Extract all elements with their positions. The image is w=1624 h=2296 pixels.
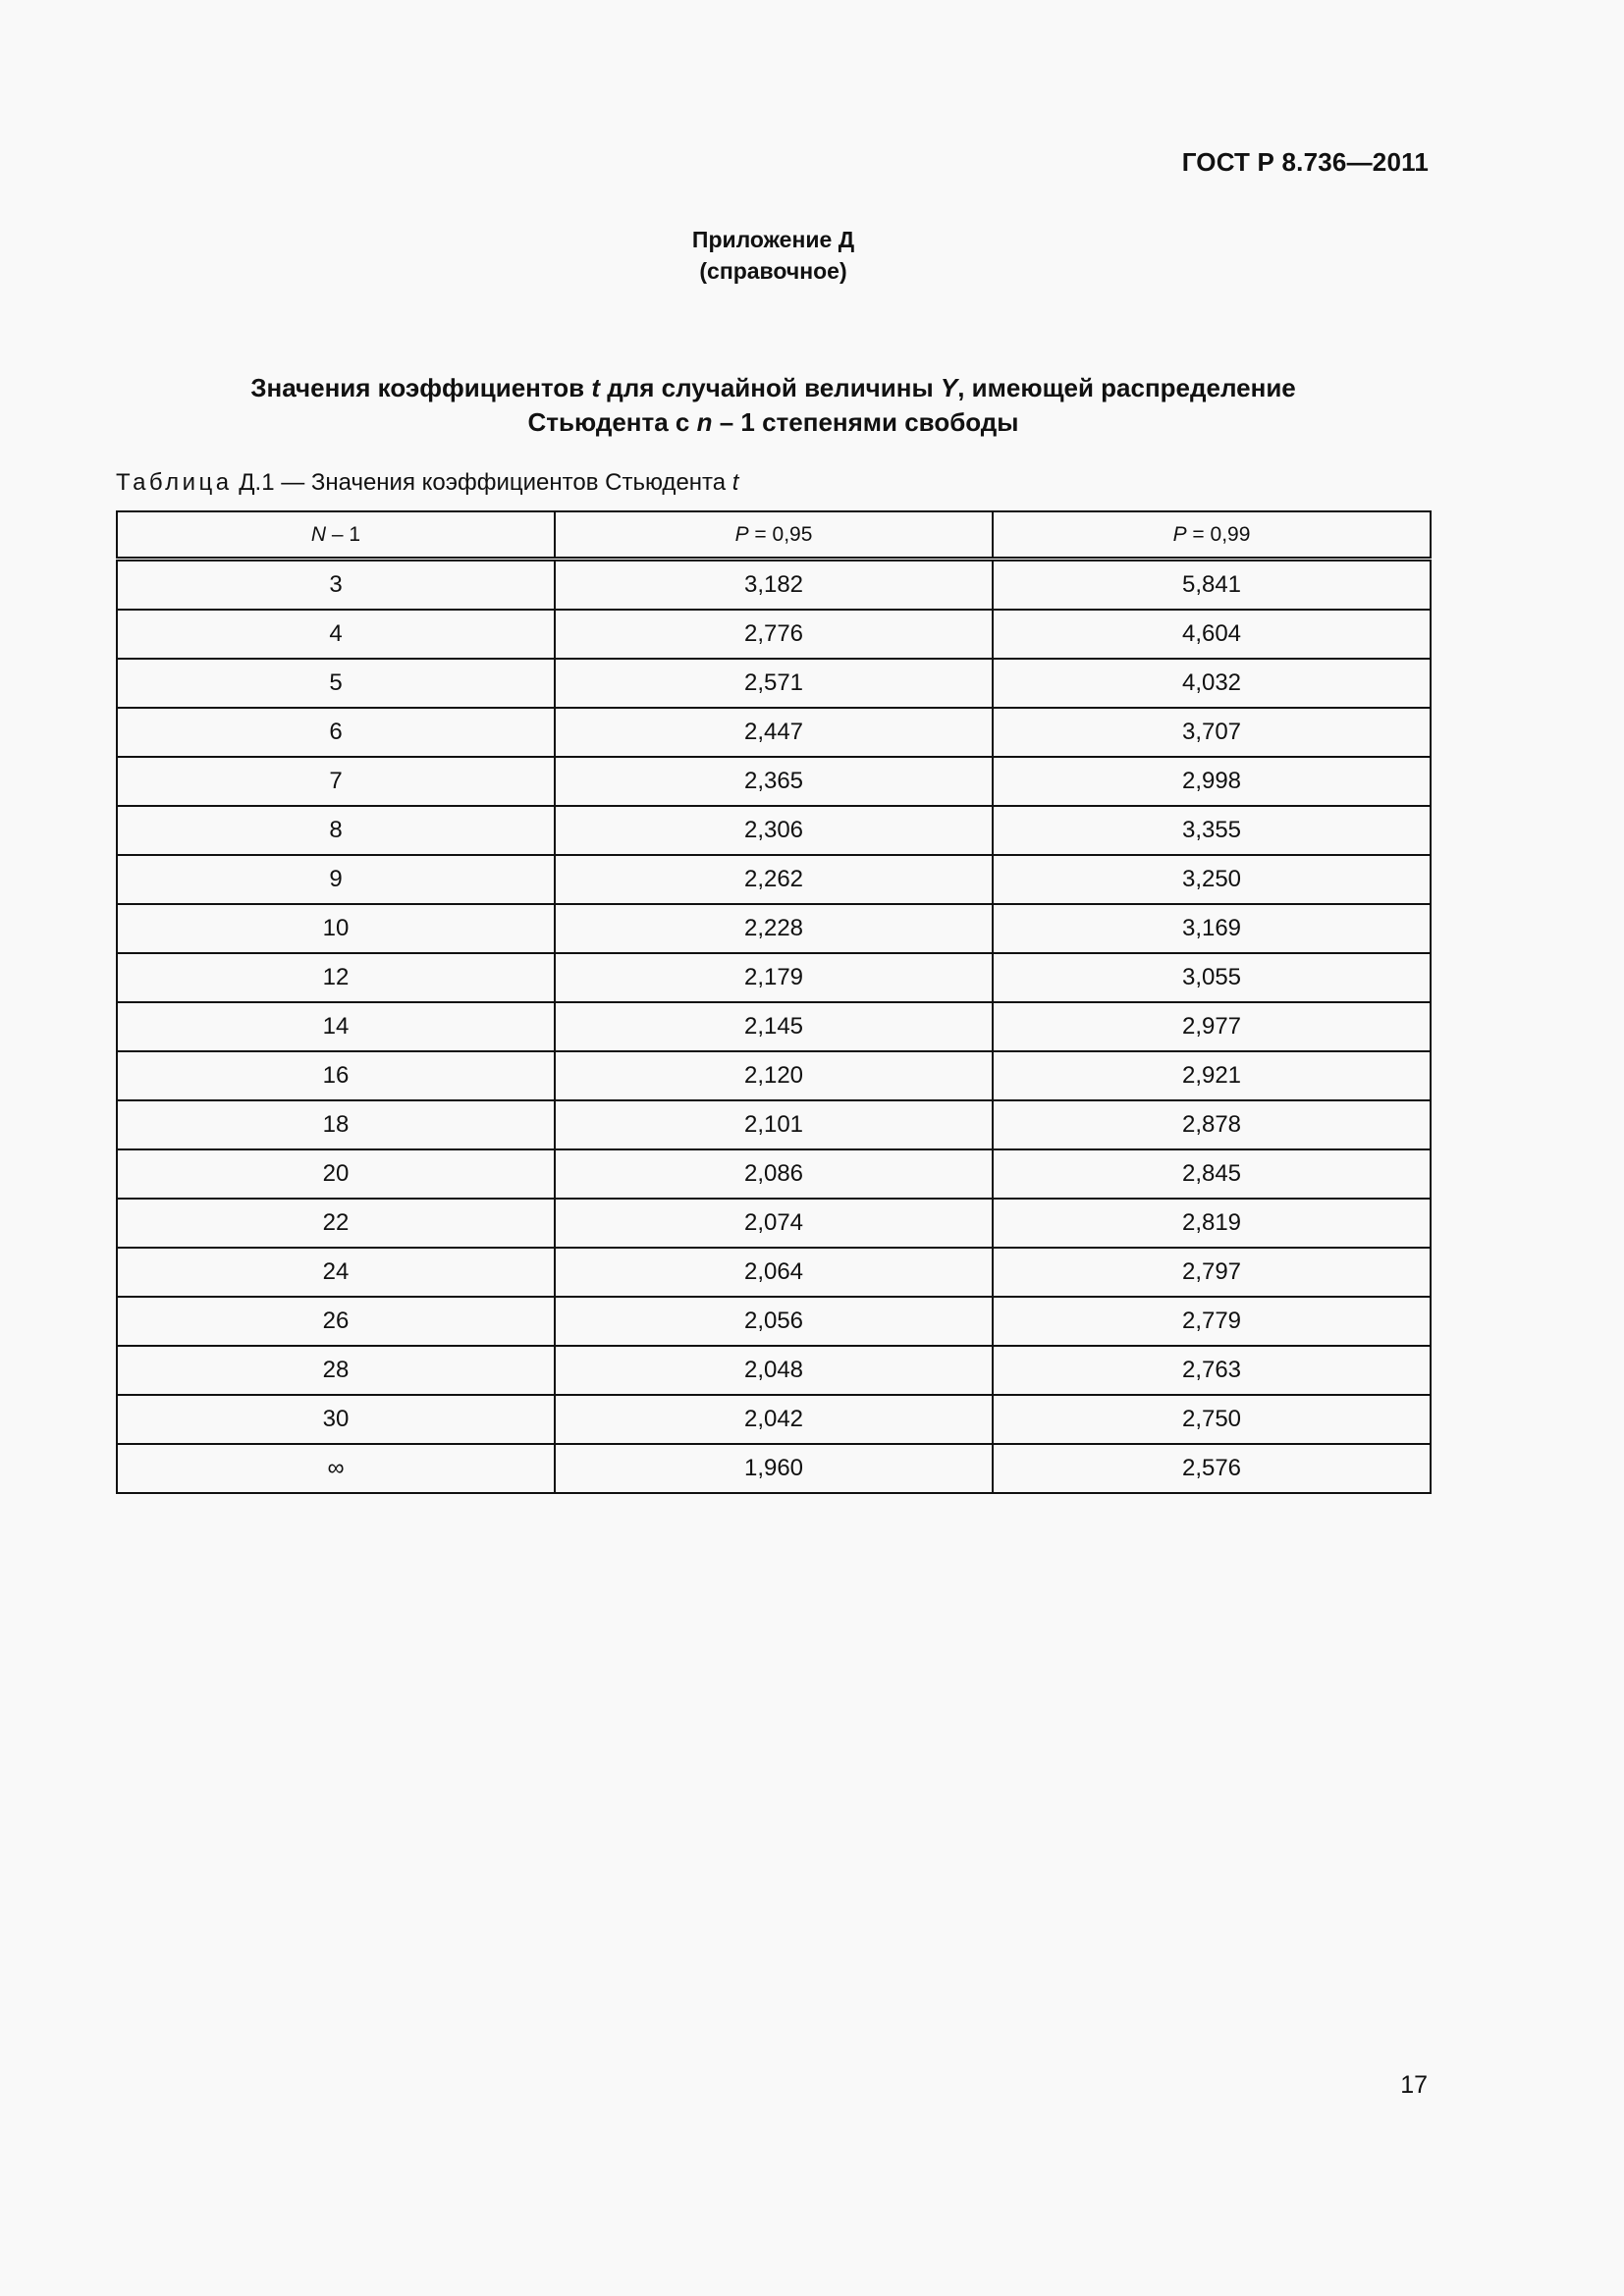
page-number: 17 [1400,2071,1428,2099]
table-row [117,610,1431,659]
table-cell: 28 [117,1346,555,1395]
table-caption-variable: t [731,469,739,496]
table-row [117,1444,1431,1493]
table-caption-text: Д.1 — Значения коэффициентов Стьюдента [232,469,732,496]
table-row [117,806,1431,855]
table-cell: 3,169 [993,904,1431,953]
table-cell: 2,776 [555,610,993,659]
table-cell: 3,182 [555,560,993,611]
table-row [117,1002,1431,1051]
table-cell: 2,228 [555,904,993,953]
table-cell: 3,055 [993,953,1431,1002]
table-cell: 22 [117,1199,555,1248]
table-row [117,904,1431,953]
table-cell: 2,998 [993,757,1431,806]
header-degrees-of-freedom: N – 1 [117,511,555,560]
table-cell: 8 [117,806,555,855]
table-cell: 3,355 [993,806,1431,855]
table-cell: 2,074 [555,1199,993,1248]
table-cell: 30 [117,1395,555,1444]
table-cell: 2,306 [555,806,993,855]
table-cell: 5 [117,659,555,708]
table-row [117,953,1431,1002]
table-cell: 2,819 [993,1199,1431,1248]
table-cell: 2,179 [555,953,993,1002]
table-row [117,659,1431,708]
appendix-heading [0,224,1546,287]
table-cell: 14 [117,1002,555,1051]
section-title-line-2: Стьюдента с n – 1 степенями свободы [527,407,1019,437]
table-row [117,1248,1431,1297]
table-caption [116,469,738,497]
table-cell: 2,447 [555,708,993,757]
table-cell: 7 [117,757,555,806]
table-cell: 2,763 [993,1346,1431,1395]
table-cell: 2,571 [555,659,993,708]
table-cell: 24 [117,1248,555,1297]
table-cell: 2,797 [993,1248,1431,1297]
table-cell: 2,845 [993,1149,1431,1199]
appendix-subtitle: (справочное) [699,258,847,284]
table-row [117,1297,1431,1346]
table-row [117,1395,1431,1444]
table-row [117,855,1431,904]
table-cell: 12 [117,953,555,1002]
table-row [117,1346,1431,1395]
table-cell: 16 [117,1051,555,1100]
table-row [117,1100,1431,1149]
table-cell: 5,841 [993,560,1431,611]
table-cell: 1,960 [555,1444,993,1493]
appendix-title: Приложение Д [691,227,855,252]
table-row [117,708,1431,757]
table-cell: 4 [117,610,555,659]
table-cell: 6 [117,708,555,757]
table-cell: 9 [117,855,555,904]
table-cell: 2,042 [555,1395,993,1444]
table-cell: 2,101 [555,1100,993,1149]
table-cell: 4,032 [993,659,1431,708]
table-cell: 20 [117,1149,555,1199]
table-cell: 2,576 [993,1444,1431,1493]
student-coefficients-table [116,510,1432,1494]
table-row [117,1199,1431,1248]
table-cell: 3,250 [993,855,1431,904]
table-cell: 4,604 [993,610,1431,659]
table-cell: 2,048 [555,1346,993,1395]
table-cell: 2,056 [555,1297,993,1346]
table-header-row [117,511,1431,560]
table-cell: ∞ [117,1444,555,1493]
table-cell: 2,977 [993,1002,1431,1051]
table-cell: 10 [117,904,555,953]
table-cell: 3,707 [993,708,1431,757]
table-cell: 2,120 [555,1051,993,1100]
table-row [117,757,1431,806]
table-cell: 2,064 [555,1248,993,1297]
header-p-099: P = 0,99 [993,511,1431,560]
section-title [0,371,1546,440]
table-cell: 18 [117,1100,555,1149]
table-cell: 2,262 [555,855,993,904]
table-cell: 26 [117,1297,555,1346]
table-row [117,1051,1431,1100]
table-cell: 2,145 [555,1002,993,1051]
table-cell: 2,878 [993,1100,1431,1149]
table-row [117,560,1431,611]
table-body [117,560,1431,1494]
table-cell: 2,086 [555,1149,993,1199]
table-row [117,1149,1431,1199]
table-caption-label: Таблица [116,469,233,496]
table-cell: 2,921 [993,1051,1431,1100]
table-cell: 3 [117,560,555,611]
table-cell: 2,779 [993,1297,1431,1346]
document-code: ГОСТ Р 8.736—2011 [1181,147,1429,177]
header-p-095: P = 0,95 [555,511,993,560]
section-title-line-1: Значения коэффициентов t для случайной величины Y, имеющей распределение [250,373,1296,402]
table-cell: 2,365 [555,757,993,806]
table-cell: 2,750 [993,1395,1431,1444]
